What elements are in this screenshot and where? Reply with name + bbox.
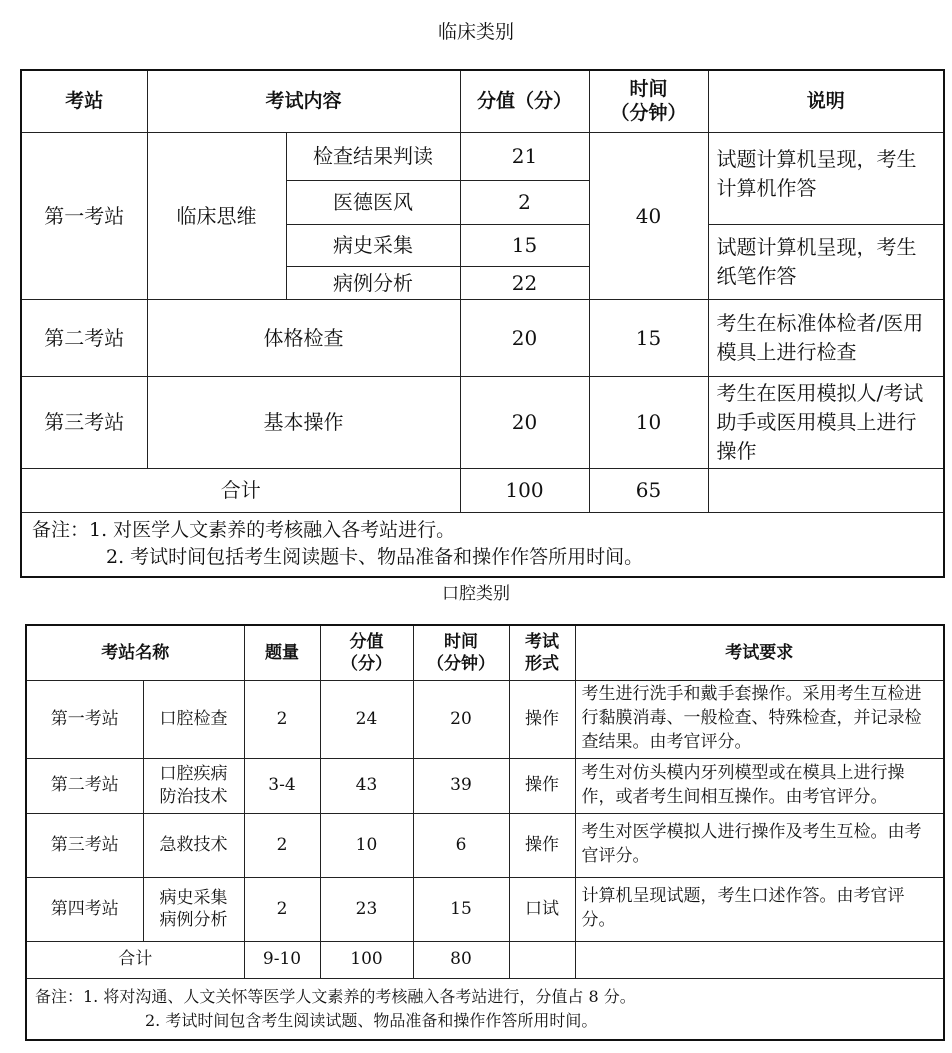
station2-score: 20	[460, 299, 589, 376]
header-score: 分值（分）	[460, 70, 589, 132]
row-req: 考生对仿头模内牙列模型或在模具上进行操作，或者考生间相互操作。由考官评分。	[575, 758, 944, 813]
header-form-line1: 考试	[525, 631, 559, 652]
row-name-line1: 口腔疾病	[159, 764, 228, 785]
dental-title: 口腔类别	[442, 584, 510, 604]
row-form: 操作	[509, 758, 575, 813]
station1-name: 第一考站	[21, 132, 147, 299]
station1-score: 15	[460, 224, 589, 266]
header-station: 考站	[21, 70, 147, 132]
row-time: 20	[413, 680, 509, 758]
row-count: 2	[244, 680, 320, 758]
total-row	[21, 468, 944, 512]
header-time-line2: （分钟）	[610, 102, 687, 125]
row-station: 第一考站	[26, 680, 143, 758]
row-name	[143, 758, 244, 813]
dental-header-row	[26, 625, 944, 680]
row-count: 2	[244, 877, 320, 941]
station1-item: 检查结果判读	[286, 132, 460, 180]
station2-time: 15	[589, 299, 708, 376]
header-content: 考试内容	[147, 70, 460, 132]
total-label: 合计	[26, 941, 244, 978]
row-station: 第四考站	[26, 877, 143, 941]
row-req: 考生对医学模拟人进行操作及考生互检。由考官评分。	[575, 813, 944, 877]
clinical-header-row	[21, 70, 944, 132]
header-score	[320, 625, 413, 680]
table-row	[21, 132, 944, 180]
total-req	[575, 941, 944, 978]
header-score-line2: （分）	[341, 653, 392, 674]
row-count: 2	[244, 813, 320, 877]
station3-content: 基本操作	[147, 376, 460, 468]
total-score: 100	[460, 468, 589, 512]
total-time: 80	[413, 941, 509, 978]
table-row	[26, 758, 944, 813]
row-score: 23	[320, 877, 413, 941]
header-req: 考试要求	[575, 625, 944, 680]
row-score: 10	[320, 813, 413, 877]
station3-name: 第三考站	[21, 376, 147, 468]
station1-desc-a: 试题计算机呈现，考生计算机作答	[708, 132, 944, 224]
header-score-line1: 分值	[349, 631, 384, 652]
header-desc: 说明	[708, 70, 944, 132]
notes-row	[21, 512, 944, 577]
clinical-title: 临床类别	[437, 21, 514, 43]
row-form: 操作	[509, 680, 575, 758]
row-name-line2: 防治技术	[159, 786, 228, 807]
total-label: 合计	[21, 468, 460, 512]
station2-name: 第二考站	[21, 299, 147, 376]
total-row	[26, 941, 944, 978]
row-score: 43	[320, 758, 413, 813]
dental-table	[25, 624, 945, 1041]
table-row	[21, 376, 944, 468]
table-row	[26, 813, 944, 877]
table-row	[26, 680, 944, 758]
station1-desc-b: 试题计算机呈现，考生纸笔作答	[708, 224, 944, 299]
row-name: 急救技术	[143, 813, 244, 877]
row-form: 操作	[509, 813, 575, 877]
header-form	[509, 625, 575, 680]
station1-score: 2	[460, 180, 589, 224]
total-desc	[708, 468, 944, 512]
total-count: 9-10	[244, 941, 320, 978]
header-time-line1: 时间	[629, 77, 668, 100]
row-req: 考生进行洗手和戴手套操作。采用考生互检进行黏膜消毒、一般检查、特殊检查，并记录检查结果。由考官评分。	[575, 680, 944, 758]
station1-item: 病史采集	[286, 224, 460, 266]
header-form-line2: 形式	[525, 653, 559, 674]
row-station: 第二考站	[26, 758, 143, 813]
row-name-line2: 病例分析	[159, 910, 228, 930]
note-line1: 备注：1. 将对沟通、人文关怀等医学人文素养的考核融入各考站进行，分值占 8 分。	[35, 986, 636, 1006]
station1-time: 40	[589, 132, 708, 299]
station2-desc: 考生在标准体检者/医用模具上进行检查	[708, 299, 944, 376]
station2-content: 体格检查	[147, 299, 460, 376]
row-name	[143, 877, 244, 941]
header-count: 题量	[244, 625, 320, 680]
station1-score: 22	[460, 266, 589, 299]
station3-desc: 考生在医用模拟人/考试助手或医用模具上进行操作	[708, 376, 944, 468]
row-station: 第三考站	[26, 813, 143, 877]
table-row	[26, 877, 944, 941]
table-row	[21, 299, 944, 376]
notes	[21, 512, 944, 577]
station1-item: 医德医风	[286, 180, 460, 224]
row-name: 口腔检查	[143, 680, 244, 758]
row-score: 24	[320, 680, 413, 758]
header-station-name: 考站名称	[26, 625, 244, 680]
clinical-table	[20, 69, 945, 578]
row-time: 39	[413, 758, 509, 813]
header-time	[589, 70, 708, 132]
total-score: 100	[320, 941, 413, 978]
note-line1: 备注：1. 对医学人文素养的考核融入各考站进行。	[32, 518, 456, 541]
station1-score: 21	[460, 132, 589, 180]
station3-time: 10	[589, 376, 708, 468]
row-name-line1: 病史采集	[159, 887, 228, 908]
row-form: 口试	[509, 877, 575, 941]
total-time: 65	[589, 468, 708, 512]
note-line2: 2. 考试时间包括考生阅读题卡、物品准备和操作作答所用时间。	[106, 546, 644, 569]
row-req: 计算机呈现试题，考生口述作答。由考官评分。	[575, 877, 944, 941]
row-time: 6	[413, 813, 509, 877]
note-line2: 2. 考试时间包含考生阅读试题、物品准备和操作作答所用时间。	[145, 1010, 598, 1030]
station1-group: 临床思维	[147, 132, 286, 299]
notes	[26, 978, 944, 1040]
total-form	[509, 941, 575, 978]
row-time: 15	[413, 877, 509, 941]
notes-row	[26, 978, 944, 1040]
station3-score: 20	[460, 376, 589, 468]
station1-item: 病例分析	[286, 266, 460, 299]
header-time-line1: 时间	[444, 631, 478, 652]
row-count: 3-4	[244, 758, 320, 813]
header-time-line2: （分钟）	[427, 653, 495, 674]
header-time	[413, 625, 509, 680]
